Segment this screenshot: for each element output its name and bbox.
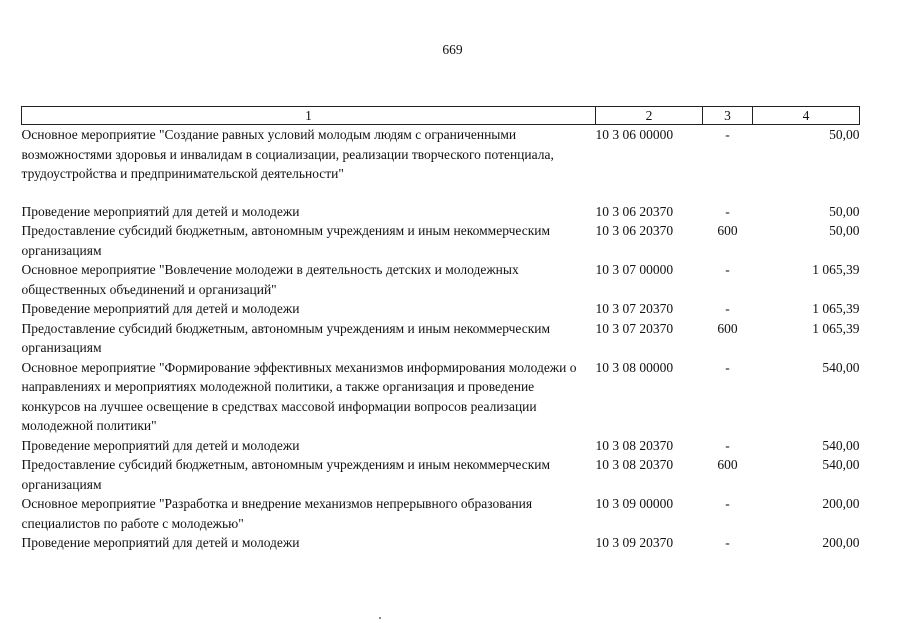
row-name: Предоставление субсидий бюджетным, автономным учреждениям и иным некоммерческим организациям — [21, 320, 551, 355]
row-type: - — [725, 535, 730, 550]
row-amount: 540,00 — [822, 457, 860, 472]
row-type: - — [725, 496, 730, 511]
row-type: - — [725, 203, 730, 219]
page-number: 669 — [442, 42, 463, 57]
header-col-amount: 4 — [753, 107, 860, 125]
row-code: 10 3 07 20370 — [595, 301, 674, 316]
row-code: 10 3 06 20370 — [595, 203, 674, 219]
scan-speck — [379, 617, 381, 619]
row-code: 10 3 07 00000 — [595, 262, 674, 277]
row-code: 10 3 06 20370 — [595, 223, 674, 238]
row-code: 10 3 06 00000 — [595, 127, 674, 142]
row-amount: 50,00 — [829, 127, 860, 142]
row-name: Проведение мероприятий для детей и молодежи — [21, 535, 300, 550]
row-amount: 1 065,39 — [812, 262, 860, 277]
row-type: - — [725, 127, 730, 142]
spacer-cell — [22, 184, 860, 202]
row-amount: 1 065,39 — [812, 320, 860, 336]
row-code: 10 3 09 00000 — [595, 496, 674, 511]
row-type: - — [725, 301, 730, 316]
row-code: 10 3 08 00000 — [595, 359, 674, 375]
row-code: 10 3 08 20370 — [595, 457, 674, 472]
header-col-code: 2 — [596, 107, 703, 125]
table-row — [22, 358, 860, 436]
table-row — [22, 533, 860, 553]
row-amount: 200,00 — [822, 535, 860, 550]
row-name: Проведение мероприятий для детей и молодежи — [21, 301, 300, 316]
row-code: 10 3 08 20370 — [595, 437, 674, 453]
row-amount: 50,00 — [829, 203, 860, 219]
row-type: - — [725, 359, 730, 375]
row-amount: 50,00 — [829, 223, 860, 238]
row-type: - — [725, 262, 730, 277]
row-name: Основное мероприятие "Создание равных условий молодым людям с ограниченными возможностями здоровья и инвалидам в социализации, реализации творческого потенциала, трудоустройства и предпринимательской деятельности" — [21, 127, 554, 181]
row-amount: 540,00 — [822, 437, 860, 453]
row-type: 600 — [717, 320, 738, 336]
row-code: 10 3 09 20370 — [595, 535, 674, 550]
table-row — [22, 260, 860, 299]
row-code: 10 3 07 20370 — [595, 320, 674, 336]
table-row — [22, 125, 860, 184]
row-amount: 1 065,39 — [812, 301, 860, 316]
row-name: Предоставление субсидий бюджетным, автономным учреждениям и иным некоммерческим организациям — [21, 223, 551, 258]
table-row — [22, 319, 860, 358]
row-name: Проведение мероприятий для детей и молодежи — [21, 437, 300, 453]
row-spacer — [22, 184, 860, 202]
table-row — [22, 299, 860, 319]
row-name: Предоставление субсидий бюджетным, автономным учреждениям и иным некоммерческим организациям — [21, 457, 551, 492]
table-row — [22, 455, 860, 494]
row-amount: 200,00 — [822, 496, 860, 511]
row-amount: 540,00 — [822, 359, 860, 375]
row-name: Основное мероприятие "Формирование эффективных механизмов информирования молодежи о направлениях и мероприятиях молодежной политики, а также организация и проведение конкурсов на лучшее освещение в средствах массовой информации вопросов реализации молодежной политики" — [21, 359, 577, 433]
row-name: Основное мероприятие "Разработка и внедрение механизмов непрерывного образования специалистов по работе с молодежью" — [21, 496, 533, 531]
row-type: - — [725, 437, 730, 453]
table-row — [22, 494, 860, 533]
table-row — [22, 221, 860, 260]
row-name: Проведение мероприятий для детей и молодежи — [21, 203, 300, 219]
table-header — [22, 107, 860, 125]
row-type: 600 — [717, 457, 738, 472]
row-type: 600 — [717, 223, 738, 238]
header-col-type: 3 — [703, 107, 753, 125]
table-row — [22, 202, 860, 222]
table-body — [22, 125, 860, 553]
table-row — [22, 436, 860, 456]
row-name: Основное мероприятие "Вовлечение молодежи в деятельность детских и молодежных общественных объединений и организаций" — [21, 262, 519, 297]
budget-table — [21, 106, 860, 553]
header-col-name: 1 — [22, 107, 596, 125]
header-row — [22, 107, 860, 125]
